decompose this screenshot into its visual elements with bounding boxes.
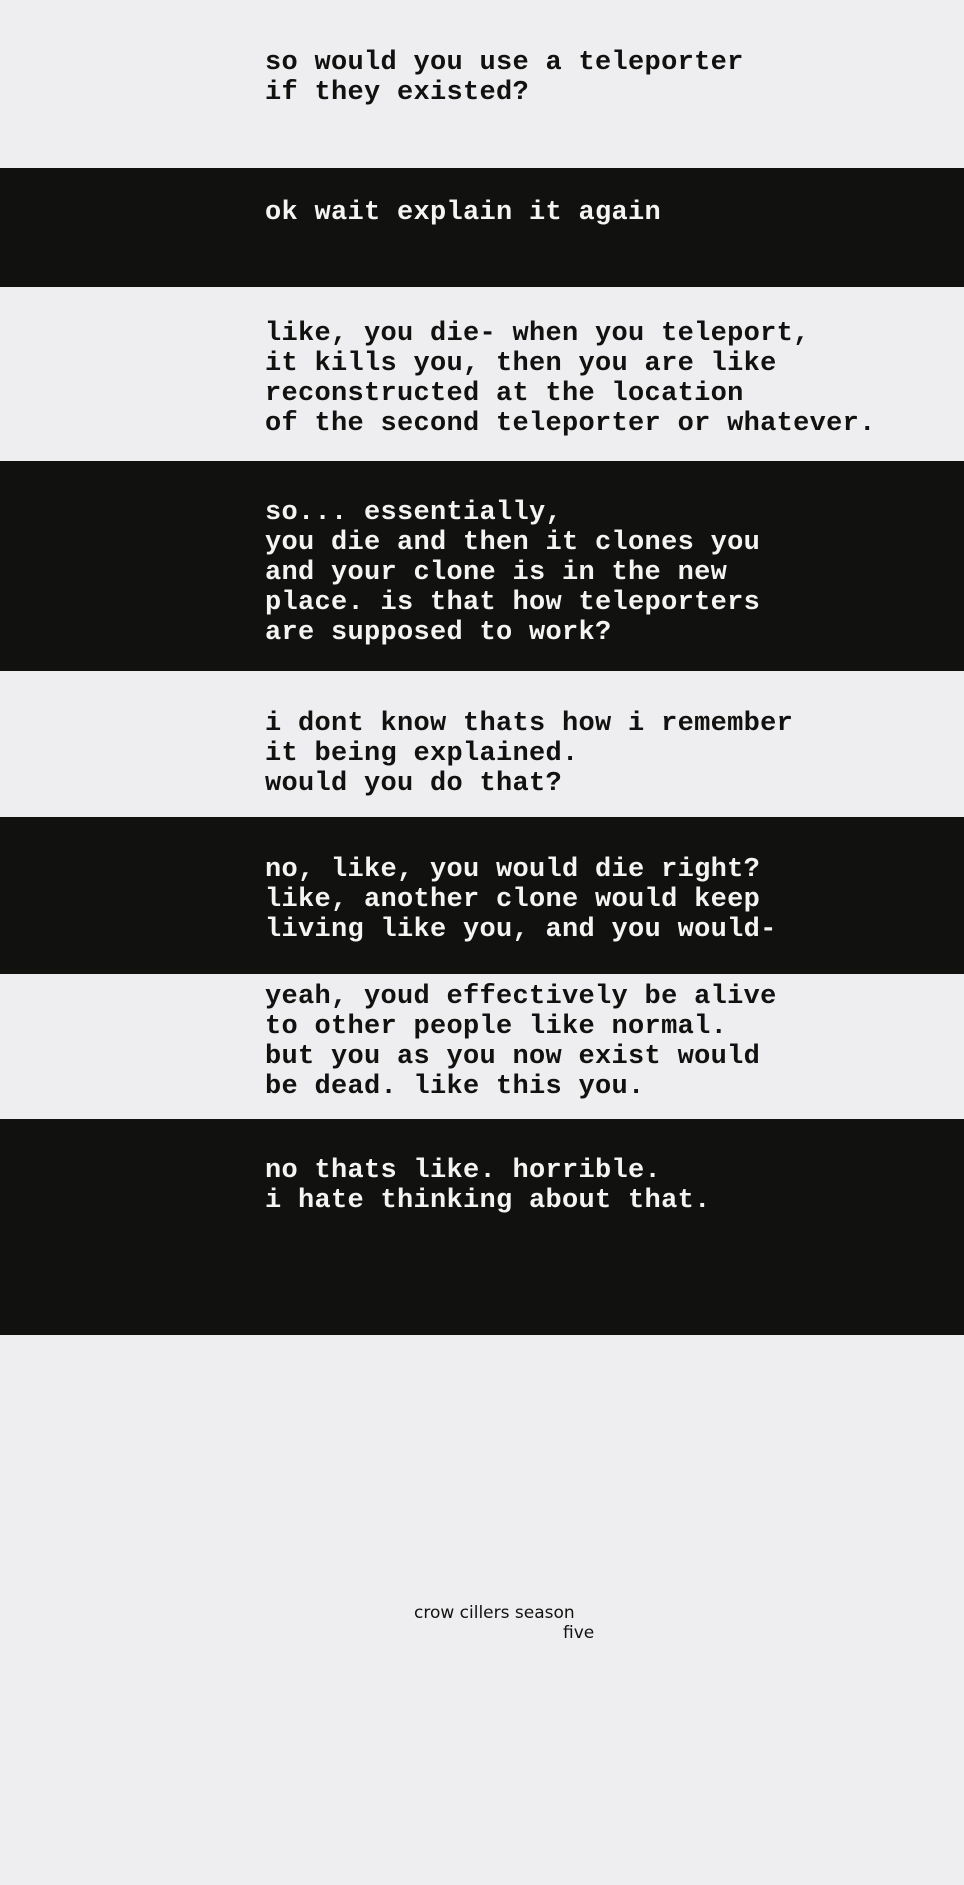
dialogue-panel-8	[0, 1119, 964, 1335]
dialogue-panel-2	[0, 168, 964, 287]
dialogue-panel-6	[0, 817, 964, 974]
dialogue-text: ok wait explain it again	[265, 198, 662, 228]
footer-subtitle: five	[563, 1623, 595, 1643]
dialogue-text: no thats like. horrible. i hate thinking about that.	[265, 1156, 711, 1216]
dialogue-text: i dont know thats how i remember it being explained. would you do that?	[265, 709, 794, 799]
dialogue-panel-5	[0, 671, 964, 817]
footer-title: crow cillers season	[414, 1603, 575, 1623]
dialogue-text: yeah, youd effectively be alive to other people like normal. but you as you now exist would be dead. like this you.	[265, 982, 777, 1102]
dialogue-text: so... essentially, you die and then it clones you and your clone is in the new place. is that how teleporters are supposed to work?	[265, 498, 761, 648]
dialogue-text: like, you die- when you teleport, it kills you, then you are like reconstructed at the location of the second teleporter or whatever.	[265, 319, 876, 439]
dialogue-text: no, like, you would die right? like, another clone would keep living like you, and you would-	[265, 855, 777, 945]
dialogue-panel-4	[0, 461, 964, 671]
dialogue-panel-7	[0, 974, 964, 1119]
dialogue-panel-3	[0, 287, 964, 461]
dialogue-panel-1	[0, 0, 964, 168]
dialogue-text: so would you use a teleporter if they existed?	[265, 48, 744, 108]
